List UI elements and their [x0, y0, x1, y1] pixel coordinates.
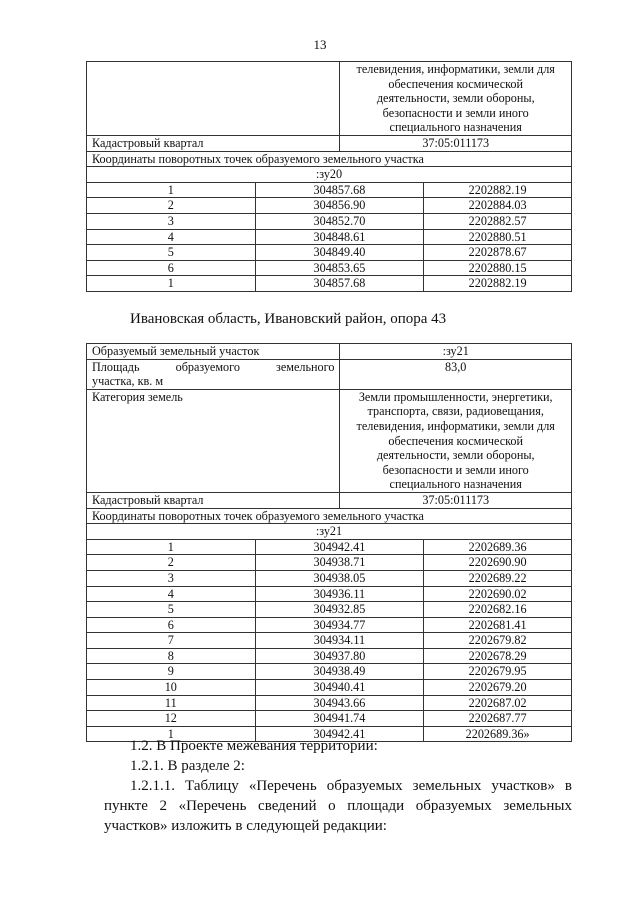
plot-id-row: [87, 524, 572, 540]
coords-header-row: [87, 508, 572, 524]
x-coordinate: 304934.11: [255, 633, 424, 649]
plot-zu21-table: [86, 343, 572, 742]
point-number: 6: [87, 260, 256, 276]
coordinate-row: [87, 602, 572, 618]
plot-id: :зу21: [87, 524, 572, 540]
y-coordinate: 2202882.19: [424, 276, 572, 292]
cadastral-label: Кадастровый квартал: [87, 492, 340, 508]
plot-id: :зу20: [87, 167, 572, 183]
coordinate-row: [87, 648, 572, 664]
x-coordinate: 304942.41: [255, 726, 424, 742]
page-number: 13: [313, 37, 327, 52]
y-coordinate: 2202878.67: [424, 245, 572, 261]
cadastral-value: 37:05:011173: [340, 492, 572, 508]
x-coordinate: 304943.66: [255, 695, 424, 711]
coordinate-row: [87, 182, 572, 198]
empty-label-cell: [87, 62, 340, 136]
x-coordinate: 304940.41: [255, 680, 424, 696]
y-coordinate: 2202682.16: [424, 602, 572, 618]
point-number: 7: [87, 633, 256, 649]
x-coordinate: 304938.71: [255, 555, 424, 571]
point-number: 9: [87, 664, 256, 680]
x-coordinate: 304934.77: [255, 617, 424, 633]
y-coordinate: 2202884.03: [424, 198, 572, 214]
coordinate-row: [87, 245, 572, 261]
point-number: 2: [87, 555, 256, 571]
point-number: 1: [87, 539, 256, 555]
x-coordinate: 304853.65: [255, 260, 424, 276]
cadastral-value: 37:05:011173: [340, 135, 572, 151]
coordinate-row: [87, 229, 572, 245]
plot-id-row: [87, 167, 572, 183]
y-coordinate: 2202880.15: [424, 260, 572, 276]
point-number: 5: [87, 245, 256, 261]
coordinate-row: [87, 617, 572, 633]
section-heading: Ивановская область, Ивановский район, опора 43: [130, 311, 447, 327]
coordinate-row: [87, 680, 572, 696]
coordinate-row: [87, 276, 572, 292]
x-coordinate: 304932.85: [255, 602, 424, 618]
x-coordinate: 304857.68: [255, 276, 424, 292]
y-coordinate: 2202679.82: [424, 633, 572, 649]
point-number: 1: [87, 276, 256, 292]
y-coordinate: 2202689.22: [424, 570, 572, 586]
x-coordinate: 304937.80: [255, 648, 424, 664]
coordinate-row: [87, 633, 572, 649]
category-label: Категория земель: [87, 389, 340, 492]
x-coordinate: 304938.05: [255, 570, 424, 586]
category-row: [87, 389, 572, 492]
plot-value: :зу21: [340, 344, 572, 360]
y-coordinate: 2202678.29: [424, 648, 572, 664]
point-number: 1: [87, 726, 256, 742]
paragraph-1-2-1: 1.2.1. В разделе 2:: [130, 758, 245, 774]
x-coordinate: 304942.41: [255, 539, 424, 555]
coordinate-row: [87, 539, 572, 555]
point-number: 3: [87, 213, 256, 229]
area-label-cell: Площадь образуемого земельного участка, кв. м: [87, 359, 340, 389]
point-number: 5: [87, 602, 256, 618]
point-number: 1: [87, 182, 256, 198]
point-number: 3: [87, 570, 256, 586]
x-coordinate: 304936.11: [255, 586, 424, 602]
point-number: 10: [87, 680, 256, 696]
point-number: 4: [87, 229, 256, 245]
y-coordinate: 2202690.02: [424, 586, 572, 602]
y-coordinate: 2202679.95: [424, 664, 572, 680]
x-coordinate: 304857.68: [255, 182, 424, 198]
coordinate-row: [87, 664, 572, 680]
coordinate-row: [87, 213, 572, 229]
category-continued-row: [87, 62, 572, 136]
point-number: 2: [87, 198, 256, 214]
y-coordinate: 2202687.77: [424, 711, 572, 727]
coordinate-row: [87, 586, 572, 602]
x-coordinate: 304849.40: [255, 245, 424, 261]
category-value-cell: Земли промышленности, энергетики, транспорта, связи, радиовещания, телевидения, информатики, земли для обеспечения космической деятельности, земли обороны, безопасности и земли иного специального назначения: [340, 389, 572, 492]
y-coordinate: 2202882.57: [424, 213, 572, 229]
coordinate-row: [87, 260, 572, 276]
coords-header-row: [87, 151, 572, 167]
y-coordinate: 2202882.19: [424, 182, 572, 198]
coords-label: Координаты поворотных точек образуемого земельного участка: [87, 151, 572, 167]
coords-label: Координаты поворотных точек образуемого земельного участка: [87, 508, 572, 524]
cadastral-row: [87, 135, 572, 151]
point-number: 4: [87, 586, 256, 602]
area-value: 83,0: [340, 359, 572, 389]
y-coordinate: 2202687.02: [424, 695, 572, 711]
point-number: 6: [87, 617, 256, 633]
coordinate-row: [87, 555, 572, 571]
coordinate-row: [87, 570, 572, 586]
coordinate-row: [87, 198, 572, 214]
y-coordinate: 2202880.51: [424, 229, 572, 245]
point-number: 8: [87, 648, 256, 664]
coordinate-row: [87, 711, 572, 727]
x-coordinate: 304938.49: [255, 664, 424, 680]
plot-row: [87, 344, 572, 360]
y-coordinate: 2202681.41: [424, 617, 572, 633]
paragraph-1-2-1-1: 1.2.1.1. Таблицу «Перечень образуемых земельных участков» в пункте 2 «Перечень сведений о площади образуемых земельных участков» изложить в следующей редакции:: [104, 778, 572, 834]
y-coordinate: 2202689.36: [424, 539, 572, 555]
x-coordinate: 304848.61: [255, 229, 424, 245]
y-coordinate: 2202689.36»: [424, 726, 572, 742]
plot-zu20-table: [86, 61, 572, 292]
x-coordinate: 304852.70: [255, 213, 424, 229]
x-coordinate: 304941.74: [255, 711, 424, 727]
paragraph-1-2: 1.2. В Проекте межевания территории:: [130, 738, 378, 754]
point-number: 12: [87, 711, 256, 727]
point-number: 11: [87, 695, 256, 711]
cadastral-label: Кадастровый квартал: [87, 135, 340, 151]
y-coordinate: 2202690.90: [424, 555, 572, 571]
category-value-cell: телевидения, информатики, земли для обеспечения космической деятельности, земли обороны, безопасности и земли иного специального назначения: [340, 62, 572, 136]
coordinate-row: [87, 695, 572, 711]
cadastral-row: [87, 492, 572, 508]
y-coordinate: 2202679.20: [424, 680, 572, 696]
x-coordinate: 304856.90: [255, 198, 424, 214]
plot-label: Образуемый земельный участок: [87, 344, 340, 360]
area-row: [87, 359, 572, 389]
